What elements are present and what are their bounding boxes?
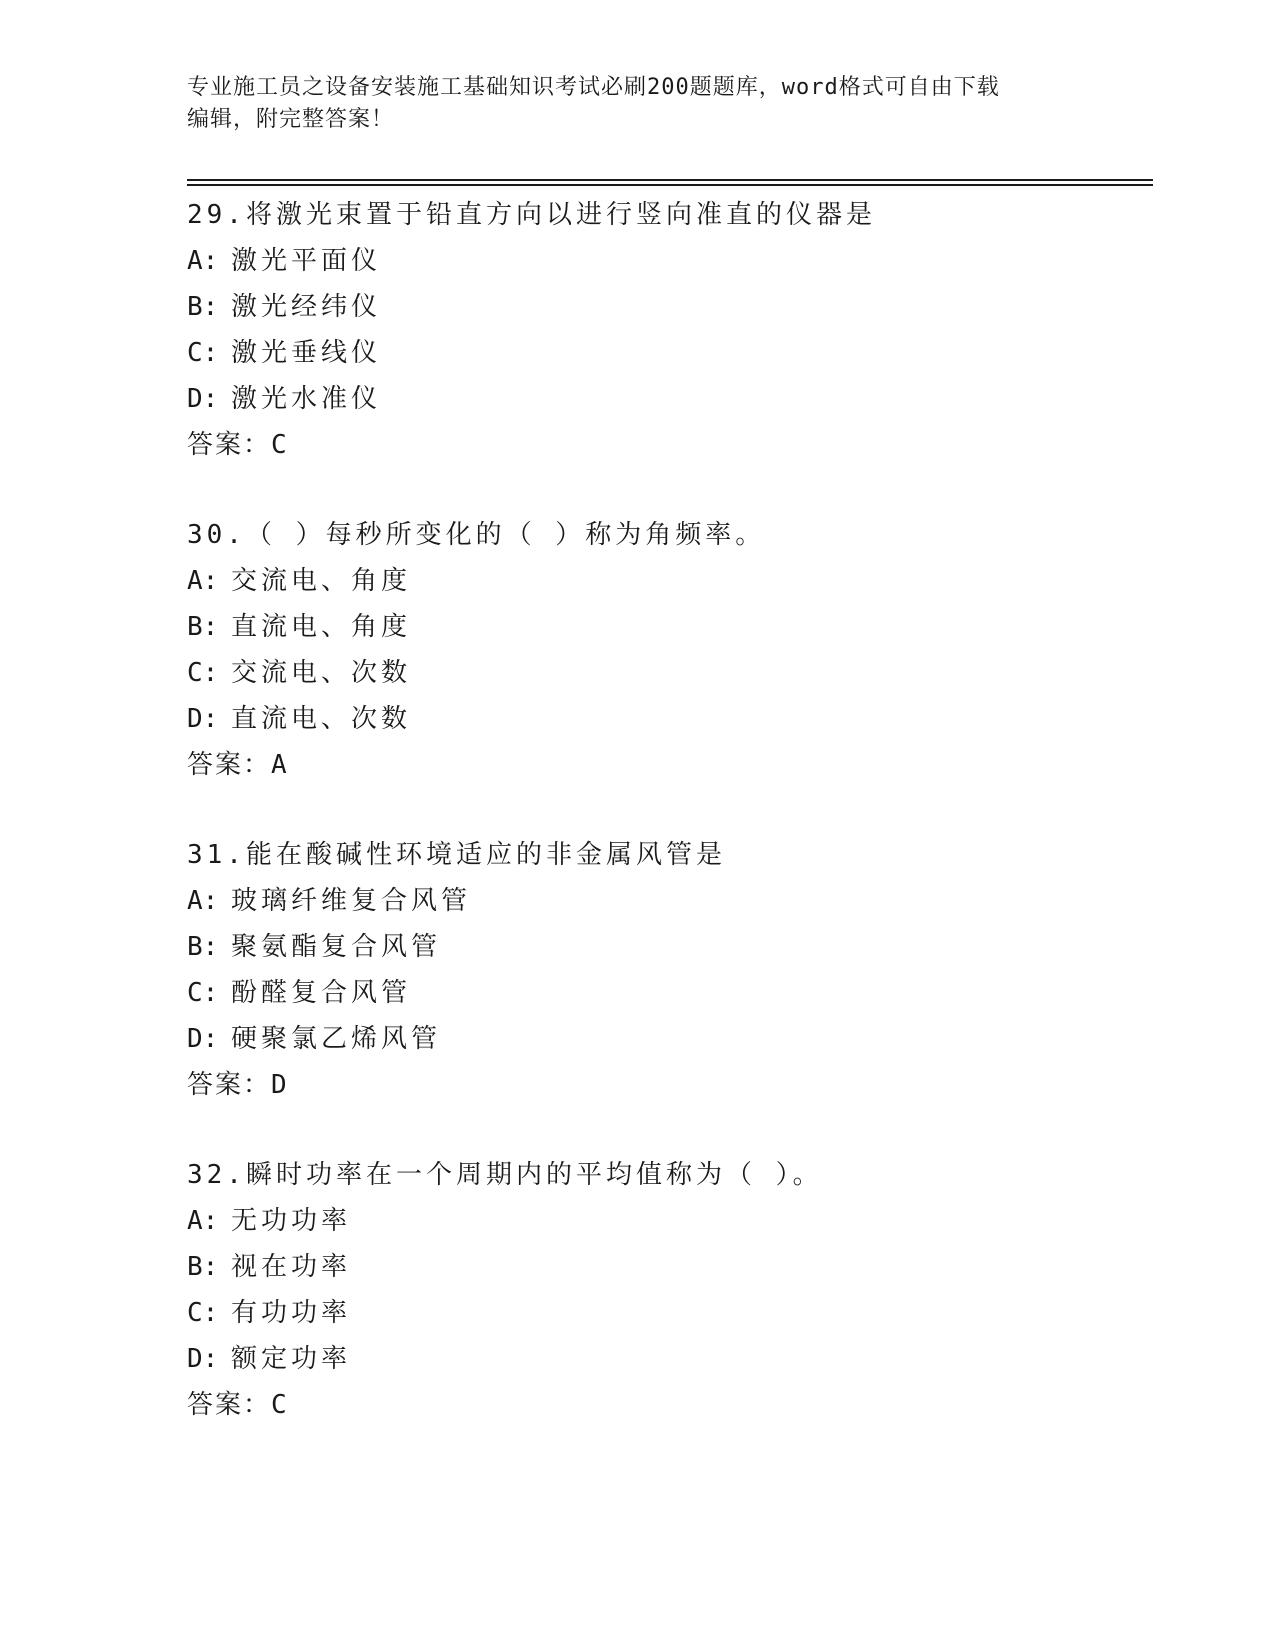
option-key: D: [187, 384, 219, 414]
option-key: C: [187, 658, 219, 688]
option-text: 交流电、角度 [231, 566, 412, 596]
question-answer [187, 742, 1147, 788]
option-key: D: [187, 704, 219, 734]
option-text: 激光垂线仪 [231, 338, 382, 368]
question-option [187, 330, 1147, 376]
header-title-line-1: 专业施工员之设备安装施工基础知识考试必刷200题题库，word格式可自由下载 [187, 75, 1000, 100]
question-option [187, 1198, 1147, 1244]
answer-value: D [271, 1070, 289, 1100]
question-option [187, 696, 1147, 742]
option-text: 直流电、角度 [231, 612, 412, 642]
question-option [187, 604, 1147, 650]
option-text: 激光水准仪 [231, 384, 382, 414]
question-stem: 30.（ ）每秒所变化的（ ）称为角频率。 [187, 520, 766, 550]
question-option [187, 970, 1147, 1016]
option-text: 交流电、次数 [231, 658, 412, 688]
question-stem: 32.瞬时功率在一个周期内的平均值称为（ ）。 [187, 1160, 823, 1190]
question-item [187, 512, 1147, 832]
question-option [187, 1016, 1147, 1062]
option-text: 激光经纬仪 [231, 292, 382, 322]
question-stem: 29.将激光束置于铅直方向以进行竖向准直的仪器是 [187, 200, 876, 230]
answer-label: 答案： [187, 750, 272, 780]
question-option [187, 924, 1147, 970]
document-header [187, 72, 1087, 136]
option-key: A: [187, 566, 219, 596]
answer-label: 答案： [187, 1390, 272, 1420]
question-answer [187, 1062, 1147, 1108]
option-key: C: [187, 338, 219, 368]
question-item [187, 832, 1147, 1152]
question-item [187, 1152, 1147, 1472]
option-key: B: [187, 292, 219, 322]
option-key: D: [187, 1344, 219, 1374]
question-option [187, 1336, 1147, 1382]
option-key: A: [187, 1206, 219, 1236]
answer-value: C [271, 430, 289, 460]
option-key: C: [187, 1298, 219, 1328]
option-text: 视在功率 [231, 1252, 352, 1282]
option-text: 无功功率 [231, 1206, 352, 1236]
header-title-line-2: 编辑，附完整答案！ [187, 107, 395, 132]
question-option [187, 284, 1147, 330]
option-text: 玻璃纤维复合风管 [231, 886, 472, 916]
option-text: 硬聚氯乙烯风管 [231, 1024, 442, 1054]
option-key: B: [187, 612, 219, 642]
option-text: 有功功率 [231, 1298, 352, 1328]
question-option [187, 376, 1147, 422]
option-key: B: [187, 1252, 219, 1282]
answer-value: C [271, 1390, 289, 1420]
option-text: 直流电、次数 [231, 704, 412, 734]
question-answer [187, 422, 1147, 468]
question-stem: 31.能在酸碱性环境适应的非金属风管是 [187, 840, 726, 870]
header-divider-top [187, 179, 1153, 181]
option-text: 激光平面仪 [231, 246, 382, 276]
option-key: B: [187, 932, 219, 962]
option-text: 酚醛复合风管 [231, 978, 412, 1008]
option-key: C: [187, 978, 219, 1008]
question-option [187, 238, 1147, 284]
question-answer [187, 1382, 1147, 1428]
question-item [187, 192, 1147, 512]
option-text: 聚氨酯复合风管 [231, 932, 442, 962]
question-option [187, 878, 1147, 924]
option-key: D: [187, 1024, 219, 1054]
answer-label: 答案： [187, 1070, 272, 1100]
option-key: A: [187, 886, 219, 916]
answer-value: A [271, 750, 289, 780]
question-list [187, 192, 1147, 1472]
header-divider-bottom [187, 184, 1153, 186]
question-option [187, 1290, 1147, 1336]
question-option [187, 650, 1147, 696]
option-key: A: [187, 246, 219, 276]
question-option [187, 1244, 1147, 1290]
question-option [187, 558, 1147, 604]
option-text: 额定功率 [231, 1344, 352, 1374]
answer-label: 答案： [187, 430, 272, 460]
